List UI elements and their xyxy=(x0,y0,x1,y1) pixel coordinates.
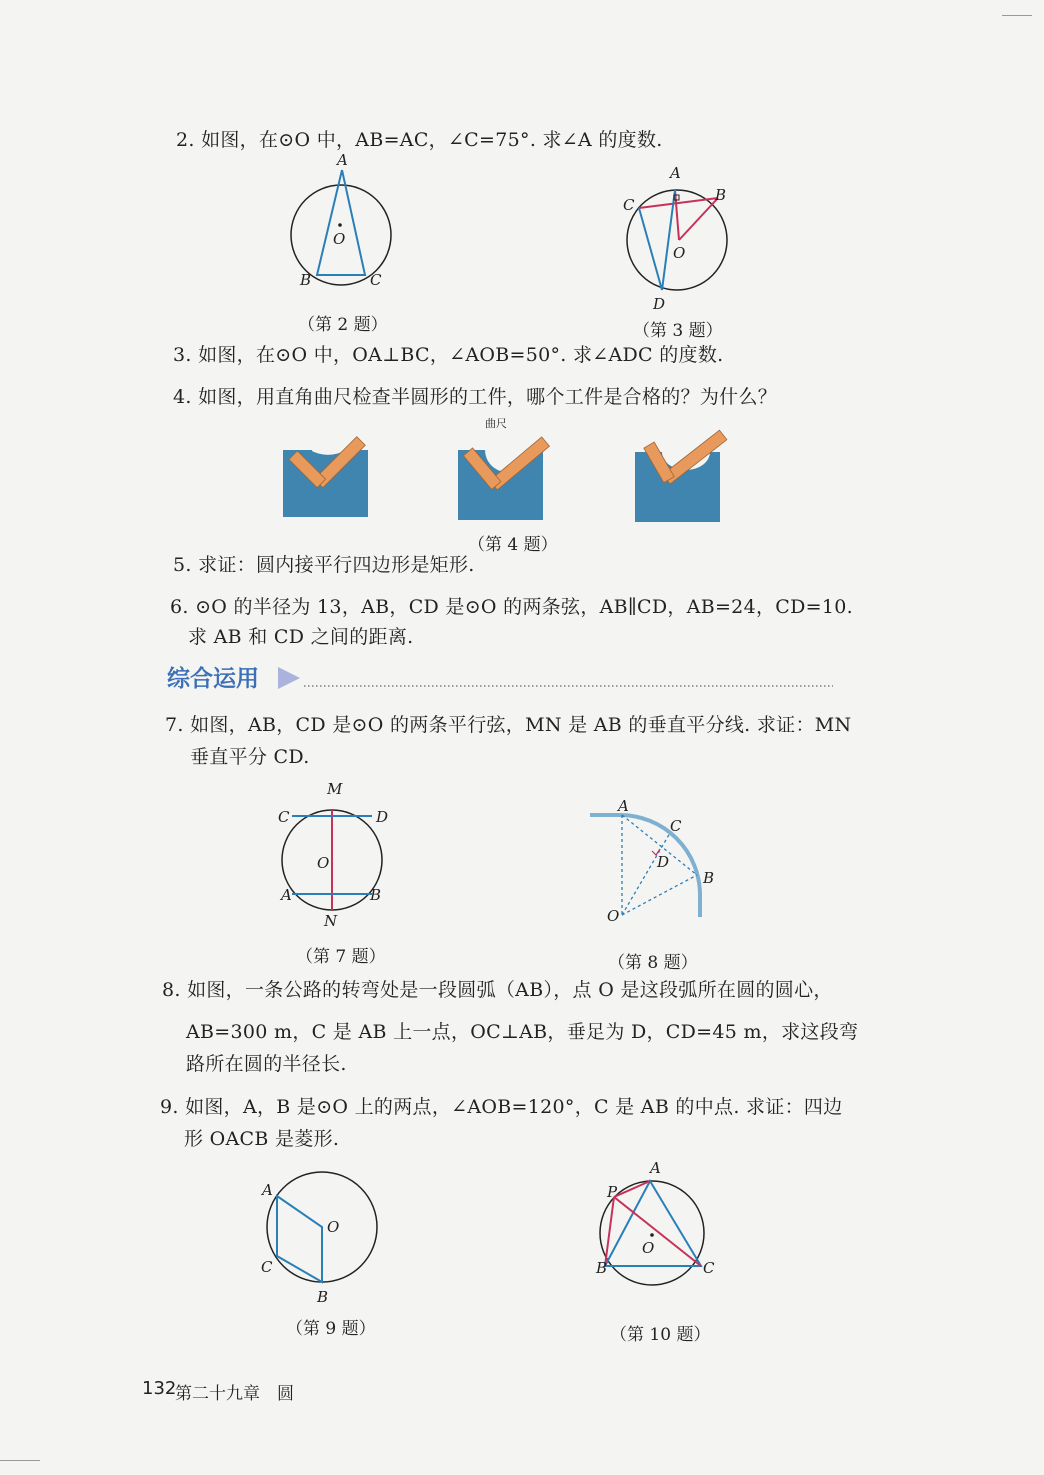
figure-3 xyxy=(615,160,745,320)
section-title: 综合运用 xyxy=(167,666,259,692)
page-number: 132 xyxy=(142,1378,177,1399)
fig2-label-a: A xyxy=(337,151,348,169)
fig2-label-c: C xyxy=(370,271,382,289)
caption-10: （第 10 题） xyxy=(610,1325,711,1345)
figure-4-workpiece-2 xyxy=(455,418,555,523)
problem-2: 2. 如图，在⊙O 中，AB=AC，∠C=75°. 求∠A 的度数. xyxy=(176,129,663,151)
fig3-label-b: B xyxy=(715,186,727,204)
fig7-label-b: B xyxy=(370,886,382,904)
fig10-label-c: C xyxy=(703,1259,715,1277)
fig8-label-c: C xyxy=(670,817,682,835)
fig7-label-o: O xyxy=(317,854,330,872)
fig9-label-c: C xyxy=(261,1258,273,1276)
fig3-label-a: A xyxy=(670,164,681,182)
fig10-label-p: P xyxy=(607,1183,618,1201)
figure-4-workpiece-1 xyxy=(280,420,380,520)
figure-2 xyxy=(280,150,410,300)
fig3-label-c: C xyxy=(623,196,635,214)
fig10-label-o: O xyxy=(642,1239,655,1257)
fig2-label-b: B xyxy=(300,271,312,289)
figure-9 xyxy=(255,1160,385,1310)
caption-4: （第 4 题） xyxy=(468,535,558,555)
problem-9-line-1: 9. 如图，A，B 是⊙O 上的两点，∠AOB=120°，C 是 AB 的中点. 求证：四边 xyxy=(160,1096,843,1118)
caption-9: （第 9 题） xyxy=(286,1319,376,1339)
fig7-label-m: M xyxy=(327,780,343,798)
fig3-label-d: D xyxy=(653,295,666,313)
problem-8-line-3: 路所在圆的半径长. xyxy=(186,1053,347,1075)
fig10-label-a: A xyxy=(650,1159,661,1177)
problem-5: 5. 求证：圆内接平行四边形是矩形. xyxy=(173,554,475,576)
problem-6-line-1: 6. ⊙O 的半径为 13，AB，CD 是⊙O 的两条弦，AB∥CD，AB=24，CD=10. xyxy=(170,596,853,618)
fig2-label-o: O xyxy=(333,230,346,248)
figure-4-workpiece-3 xyxy=(632,420,732,525)
caption-2: （第 2 题） xyxy=(298,315,388,335)
problem-8-line-1: 8. 如图，一条公路的转弯处是一段圆弧（AB），点 O 是这段弧所在圆的圆心， xyxy=(162,979,833,1001)
corner-mark-top xyxy=(1002,15,1032,16)
problem-8-line-2: AB=300 m，C 是 AB 上一点，OC⊥AB，垂足为 D，CD=45 m，求这段弯 xyxy=(186,1021,859,1043)
caption-8: （第 8 题） xyxy=(608,953,698,973)
fig9-label-a: A xyxy=(262,1181,273,1199)
fig7-label-a: A xyxy=(281,886,292,904)
problem-7-line-2: 垂直平分 CD. xyxy=(190,746,310,768)
fig7-label-n: N xyxy=(324,912,338,930)
problem-3: 3. 如图，在⊙O 中，OA⊥BC，∠AOB=50°. 求∠ADC 的度数. xyxy=(173,344,724,366)
fig10-label-b: B xyxy=(596,1259,608,1277)
fig7-label-c: C xyxy=(278,808,290,826)
problem-4: 4. 如图，用直角曲尺检查半圆形的工件，哪个工件是合格的？为什么？ xyxy=(173,386,778,408)
problem-6-line-2: 求 AB 和 CD 之间的距离. xyxy=(188,626,414,648)
fig8-label-b: B xyxy=(703,869,715,887)
fig3-label-o: O xyxy=(673,244,686,262)
figure-10 xyxy=(590,1155,720,1305)
chapter-title: 第二十九章 圆 xyxy=(175,1384,294,1404)
figure-8 xyxy=(585,795,725,935)
fig8-label-a: A xyxy=(618,797,629,815)
problem-7-line-1: 7. 如图，AB，CD 是⊙O 的两条平行弦，MN 是 AB 的垂直平分线. 求证：MN xyxy=(165,714,852,736)
fig7-label-d: D xyxy=(376,808,389,826)
section-arrow-icon xyxy=(278,667,838,689)
caption-7: （第 7 题） xyxy=(296,947,386,967)
fig8-label-o: O xyxy=(607,907,620,925)
fig9-label-b: B xyxy=(317,1288,329,1306)
problem-9-line-2: 形 OACB 是菱形. xyxy=(184,1128,340,1150)
fig9-label-o: O xyxy=(327,1218,340,1236)
fig8-label-d: D xyxy=(657,853,670,871)
corner-mark-bottom xyxy=(0,1460,40,1461)
fig4-ruler-label: 曲尺 xyxy=(485,418,507,430)
caption-3: （第 3 题） xyxy=(633,321,723,341)
figure-7 xyxy=(275,778,405,938)
